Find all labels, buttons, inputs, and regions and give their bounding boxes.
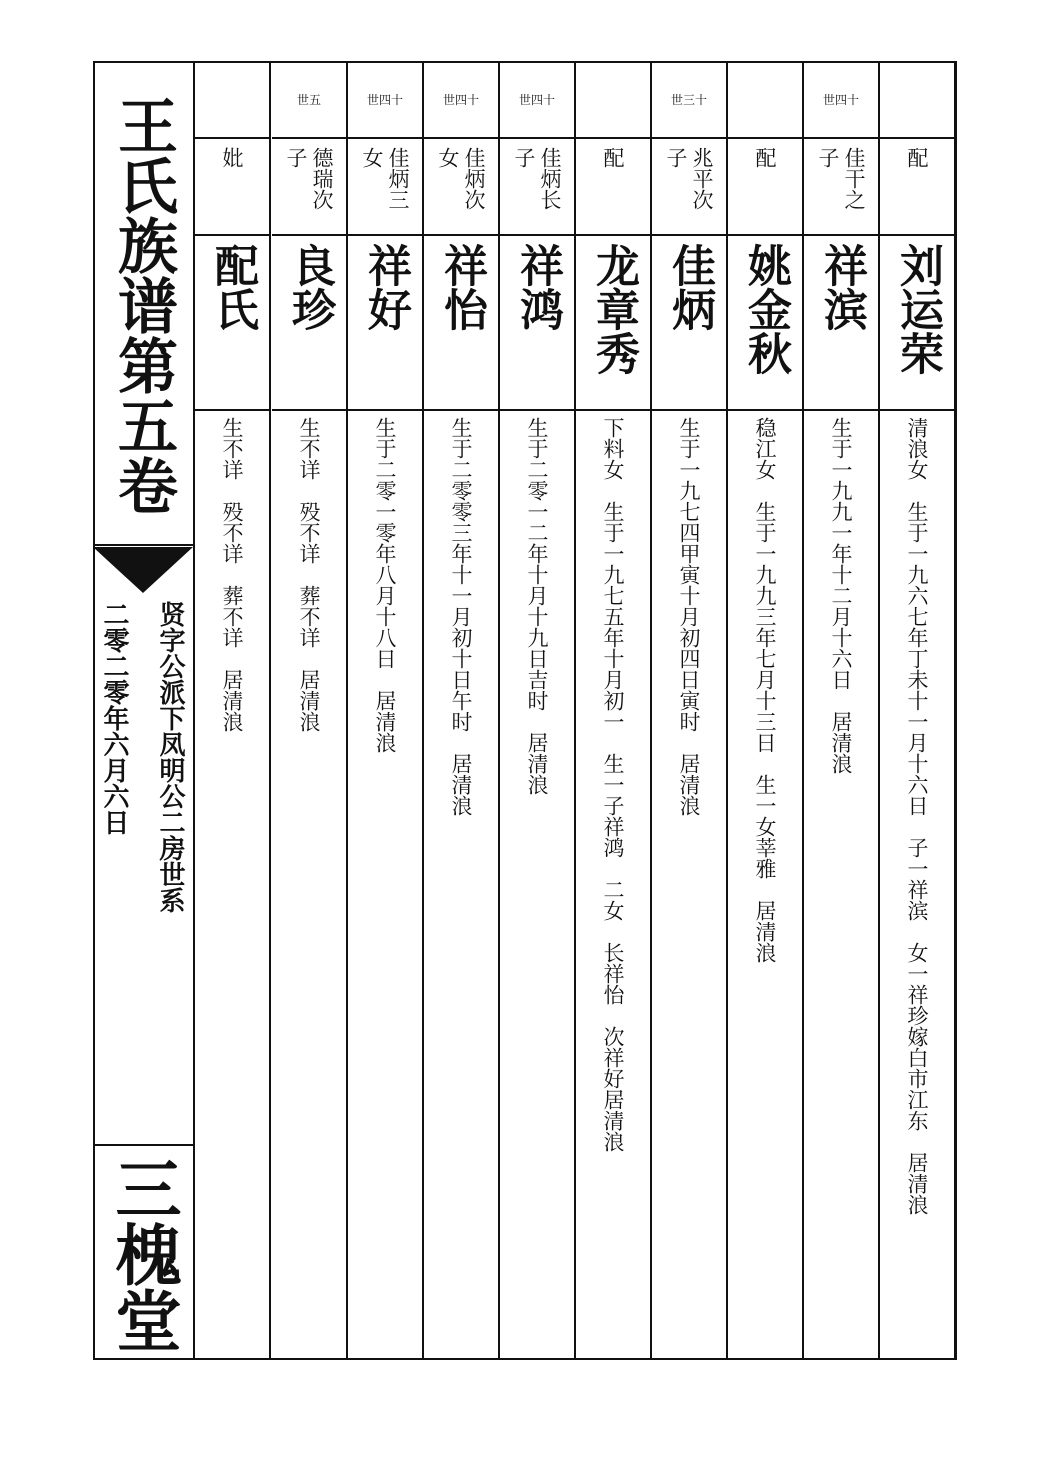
- person-bio: 生不详 殁不详 葬不详 居清浪: [220, 417, 244, 732]
- relation-cell: [195, 139, 269, 236]
- book-title: 王氏族谱第五卷: [108, 95, 178, 515]
- bio-cell: [500, 411, 574, 1360]
- genealogy-column: [500, 61, 576, 1360]
- genealogy-column: [652, 61, 728, 1360]
- relation-label: 佳炳长子: [512, 146, 562, 210]
- person-bio: 稳江女 生于一九九三年七月十三日 生一女莘雅 居清浪: [753, 417, 777, 963]
- bio-cell: [272, 411, 346, 1360]
- name-cell: [424, 236, 498, 411]
- generation-cell: [880, 61, 954, 139]
- lineage-subtitle: 贤字公派下凤明公二房世系: [155, 601, 185, 913]
- relation-label: 配: [905, 146, 929, 168]
- bio-cell: [195, 411, 269, 1360]
- generation-cell: [500, 61, 574, 139]
- generation-label: 世三十: [670, 92, 707, 107]
- person-bio: 生于二零零三年十一月初十日午时 居清浪: [449, 417, 473, 816]
- generation-cell: [195, 61, 269, 139]
- generation-cell: [272, 61, 346, 139]
- bio-cell: [728, 411, 802, 1360]
- person-name: 祥好: [360, 242, 411, 331]
- person-name: 佳炳: [664, 242, 715, 331]
- person-bio: 生于二零一零年八月十八日 居清浪: [373, 417, 397, 753]
- name-cell: [880, 236, 954, 411]
- hall-divider: [93, 1144, 193, 1146]
- person-name: 良珍: [284, 242, 335, 331]
- relation-cell: [804, 139, 878, 236]
- person-bio: 生于二零一二年十月十九日吉时 居清浪: [525, 417, 549, 795]
- relation-label: 配: [601, 146, 625, 168]
- relation-label: 兆平次子: [664, 146, 714, 210]
- genealogy-column: [272, 61, 348, 1360]
- relation-cell: [424, 139, 498, 236]
- person-name: 刘运荣: [892, 242, 943, 375]
- title-panel: [93, 61, 195, 1360]
- relation-cell: [880, 139, 954, 236]
- hall-name: 三槐堂: [104, 1154, 182, 1353]
- generation-label: 世四十: [518, 92, 555, 107]
- generation-cell: [728, 61, 802, 139]
- person-name: 祥滨: [816, 242, 867, 331]
- bio-cell: [348, 411, 422, 1360]
- generation-cell: [652, 61, 726, 139]
- relation-cell: [576, 139, 650, 236]
- relation-label: 佳干之子: [816, 146, 866, 210]
- person-bio: 生于一九七四甲寅十月初四日寅时 居清浪: [677, 417, 701, 816]
- generation-label: 世四十: [366, 92, 403, 107]
- genealogy-column: [576, 61, 652, 1360]
- relation-cell: [652, 139, 726, 236]
- person-bio: 生于一九九一年十二月十六日 居清浪: [829, 417, 853, 774]
- title-divider: [93, 544, 193, 546]
- name-cell: [652, 236, 726, 411]
- generation-cell: [348, 61, 422, 139]
- genealogy-column: [804, 61, 880, 1360]
- genealogy-column: [195, 61, 271, 1360]
- name-cell: [195, 236, 269, 411]
- relation-cell: [728, 139, 802, 236]
- person-name: 祥怡: [436, 242, 487, 331]
- bio-cell: [424, 411, 498, 1360]
- person-name: 配氏: [207, 242, 258, 331]
- relation-label: 配: [753, 146, 777, 168]
- name-cell: [500, 236, 574, 411]
- relation-label: 佳炳次女: [436, 146, 486, 210]
- person-name: 祥鸿: [512, 242, 563, 331]
- relation-cell: [348, 139, 422, 236]
- name-cell: [728, 236, 802, 411]
- person-name: 姚金秋: [740, 242, 791, 375]
- genealogy-column: [424, 61, 500, 1360]
- genealogy-column: [348, 61, 424, 1360]
- genealogy-column: [728, 61, 804, 1360]
- name-cell: [576, 236, 650, 411]
- bio-cell: [804, 411, 878, 1360]
- generation-label: 世五: [296, 92, 321, 107]
- relation-cell: [272, 139, 346, 236]
- generation-cell: [424, 61, 498, 139]
- generation-label: 世四十: [442, 92, 479, 107]
- relation-label: 佳炳三女: [360, 146, 410, 210]
- genealogy-column: [880, 61, 956, 1360]
- person-name: 龙章秀: [588, 242, 639, 375]
- bio-cell: [652, 411, 726, 1360]
- name-cell: [804, 236, 878, 411]
- bio-cell: [576, 411, 650, 1360]
- person-bio: 生不详 殁不详 葬不详 居清浪: [297, 417, 321, 732]
- person-bio: 清浪女 生于一九六七年丁未十一月十六日 子一祥滨 女一祥珍嫁白市江东 居清浪: [905, 417, 929, 1215]
- name-cell: [272, 236, 346, 411]
- down-arrow-icon: [93, 547, 193, 593]
- name-cell: [348, 236, 422, 411]
- publish-date: 二零二零年六月六日: [99, 601, 129, 835]
- bio-cell: [880, 411, 954, 1360]
- generation-cell: [576, 61, 650, 139]
- relation-cell: [500, 139, 574, 236]
- person-bio: 下料女 生于一九七五年十月初一 生一子祥鸿 二女 长祥怡 次祥好居清浪: [601, 417, 625, 1152]
- generation-label: 世四十: [822, 92, 859, 107]
- relation-label: 妣: [220, 146, 244, 168]
- generation-cell: [804, 61, 878, 139]
- relation-label: 德瑞次子: [284, 146, 334, 210]
